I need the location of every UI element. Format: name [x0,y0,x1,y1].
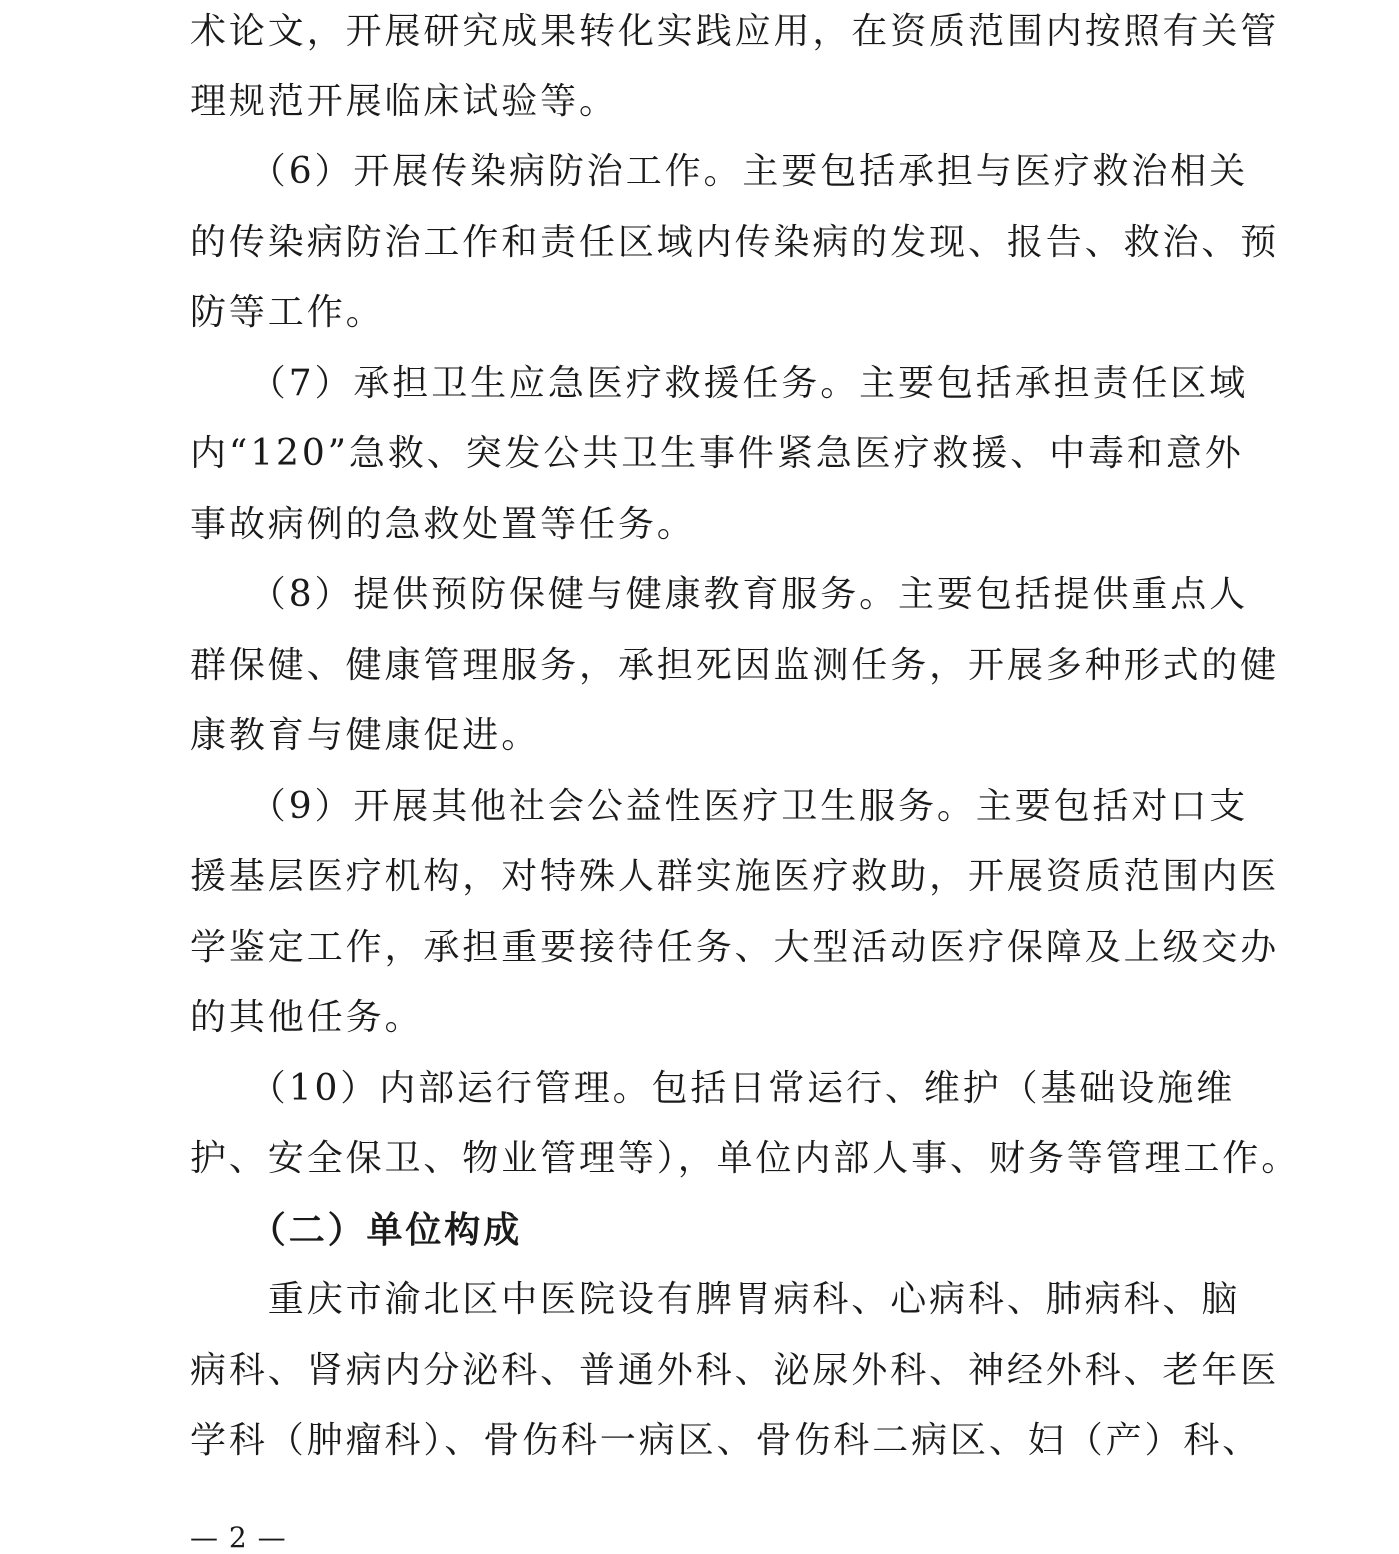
text-line-19: 重庆市渝北区中医院设有脾胃病科、心病科、肺病科、脑 [190,1279,1241,1320]
text-line-21: 学科（肿瘤科）、骨伤科一病区、骨伤科二病区、妇（产）科、 [190,1420,1262,1461]
text-line-3: （6）开展传染病防治工作。主要包括承担与医疗救治相关 [190,151,1249,192]
text-line-20: 病科、肾病内分泌科、普通外科、泌尿外科、神经外科、老年医 [190,1350,1280,1391]
text-line-2: 理规范开展临床试验等。 [190,81,618,122]
text-line-12: （9）开展其他社会公益性医疗卫生服务。主要包括对口支 [190,786,1249,827]
text-line-8: 事故病例的急救处置等任务。 [190,504,696,545]
text-line-10: 群保健、健康管理服务，承担死因监测任务，开展多种形式的健 [190,645,1280,686]
text-line-13: 援基层医疗机构，对特殊人群实施医疗救助，开展资质范围内医 [190,856,1280,897]
text-line-9: （8）提供预防保健与健康教育服务。主要包括提供重点人 [190,574,1249,615]
text-line-15: 的其他任务。 [190,997,424,1038]
page-number: — 2 — [190,1521,287,1554]
text-line-4: 的传染病防治工作和责任区域内传染病的发现、报告、救治、预 [190,222,1280,263]
text-line-5: 防等工作。 [190,292,385,333]
text-line-11: 康教育与健康促进。 [190,715,541,756]
text-line-17: 护、安全保卫、物业管理等），单位内部人事、财务等管理工作。 [190,1138,1301,1179]
text-line-6: （7）承担卫生应急医疗救援任务。主要包括承担责任区域 [190,363,1249,404]
text-line-16: （10）内部运行管理。包括日常运行、维护（基础设施维 [190,1068,1236,1109]
text-line-1: 术论文，开展研究成果转化实践应用，在资质范围内按照有关管 [190,11,1280,52]
text-line-7: 内“120”急救、突发公共卫生事件紧急医疗救援、中毒和意外 [190,433,1244,474]
section-heading: （二）单位构成 [190,1209,523,1251]
text-line-14: 学鉴定工作，承担重要接待任务、大型活动医疗保障及上级交办 [190,927,1280,968]
